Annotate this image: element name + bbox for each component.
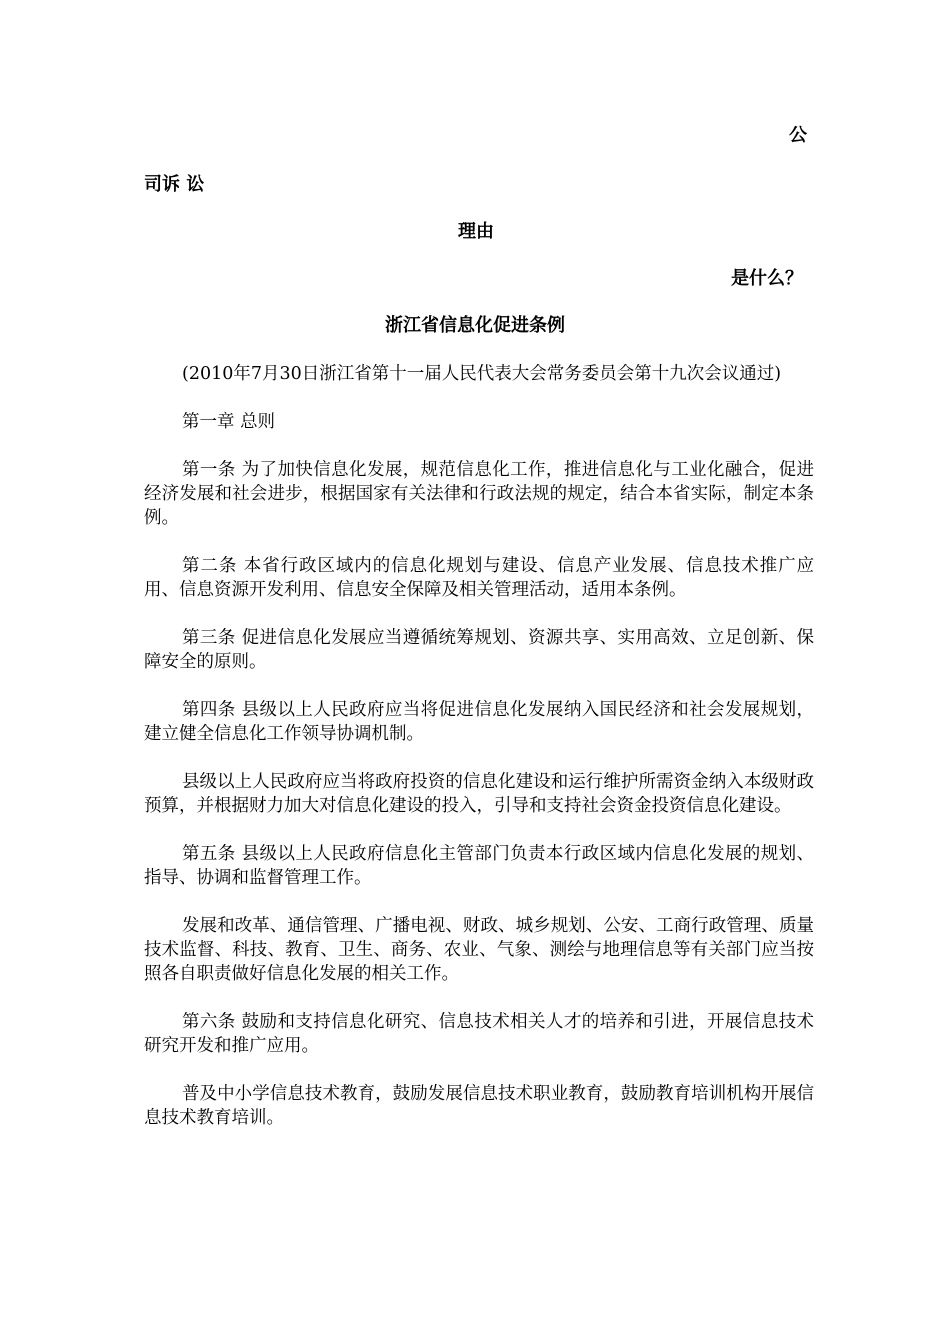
document-body — [144, 362, 814, 1154]
article-6: 第六条 鼓励和支持信息化研究、信息技术相关人才的培养和引进，开展信息技术研究开发和推广应用。 — [144, 1012, 814, 1056]
document-title: 浙江省信息化促进条例 — [385, 315, 565, 336]
article-4-clause-2: 县级以上人民政府应当将政府投资的信息化建设和运行维护所需资金纳入本级财政预算，并根据财力加大对信息化建设的投入，引导和支持社会资金投资信息化建设。 — [144, 772, 814, 816]
article-2: 第二条 本省行政区域内的信息化规划与建设、信息产业发展、信息技术推广应用、信息资源开发利用、信息安全保障及相关管理活动，适用本条例。 — [144, 556, 814, 600]
article-3: 第三条 促进信息化发展应当遵循统筹规划、资源共享、实用高效、立足创新、保障安全的原则。 — [144, 628, 814, 672]
heading-fragment-2: 司诉 讼 — [144, 174, 205, 195]
article-1: 第一条 为了加快信息化发展，规范信息化工作，推进信息化与工业化融合，促进经济发展和社会进步，根据国家有关法律和行政法规的规定，结合本省实际，制定本条例。 — [144, 460, 814, 528]
article-5-clause-2: 发展和改革、通信管理、广播电视、财政、城乡规划、公安、工商行政管理、质量技术监督、科技、教育、卫生、商务、农业、气象、测绘与地理信息等有关部门应当按照各自职责做好信息化发展的相关工作。 — [144, 916, 814, 984]
article-5: 第五条 县级以上人民政府信息化主管部门负责本行政区域内信息化发展的规划、指导、协调和监督管理工作。 — [144, 844, 814, 888]
article-4: 第四条 县级以上人民政府应当将促进信息化发展纳入国民经济和社会发展规划，建立健全信息化工作领导协调机制。 — [144, 700, 814, 744]
heading-fragment-3: 理由 — [458, 221, 494, 242]
chapter-heading: 第一章 总则 — [182, 412, 276, 432]
article-6-clause-2: 普及中小学信息技术教育，鼓励发展信息技术职业教育，鼓励教育培训机构开展信息技术教育培训。 — [144, 1084, 814, 1128]
heading-fragment-4: 是什么？ — [731, 268, 803, 289]
adoption-note: (2010年7月30日浙江省第十一届人民代表大会常务委员会第十九次会议通过) — [182, 364, 782, 384]
heading-fragment-1: 公 — [789, 125, 807, 146]
